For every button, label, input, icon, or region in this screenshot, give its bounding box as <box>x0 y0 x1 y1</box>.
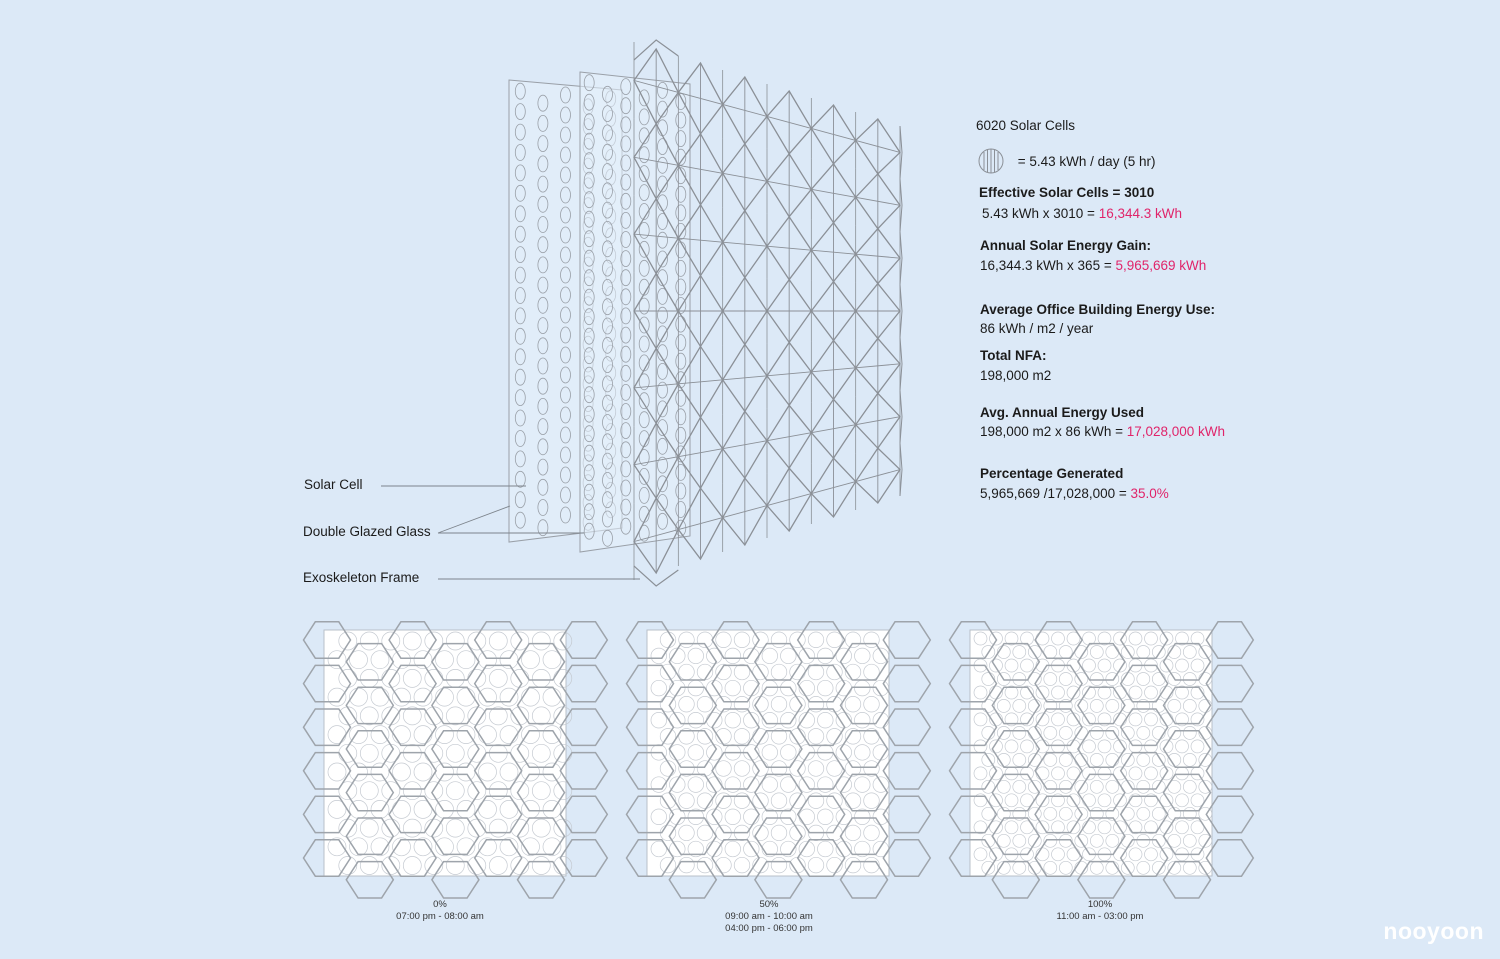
percentage-heading: Percentage Generated <box>980 466 1124 481</box>
panel-states <box>304 622 1254 898</box>
used-calc-text: 198,000 m2 x 86 kWh = <box>980 424 1127 439</box>
annual-gain-heading: Annual Solar Energy Gain: <box>980 238 1152 253</box>
energy-used-heading: Avg. Annual Energy Used <box>980 405 1145 420</box>
brand-logo: nooyoon <box>1383 918 1484 944</box>
pct-result: 35.0% <box>1130 486 1169 501</box>
annual-calc-text: 16,344.3 kWh x 365 = <box>980 258 1116 273</box>
pct-calc-text: 5,965,669 /17,028,000 = <box>980 486 1131 501</box>
percentage-calc <box>980 484 1169 503</box>
panel-0 <box>304 622 608 898</box>
caption-time: 11:00 am - 03:00 pm <box>1056 911 1144 922</box>
panel-1 <box>627 622 931 898</box>
total-nfa-value: 198,000 m2 <box>980 368 1052 383</box>
effective-cells-heading: Effective Solar Cells = 3010 <box>979 185 1155 200</box>
annual-gain-calc <box>980 256 1206 275</box>
office-use-value: 86 kWh / m2 / year <box>980 321 1094 336</box>
caption-panel-0 <box>330 899 550 923</box>
caption-panel-50 <box>659 899 879 935</box>
annual-result: 5,965,669 kWh <box>1115 258 1207 273</box>
caption-time: 09:00 am - 10:00 am <box>725 911 813 922</box>
office-use-heading: Average Office Building Energy Use: <box>980 302 1216 317</box>
effective-calc-text: 5.43 kWh x 3010 = <box>982 206 1099 221</box>
panel-2 <box>950 622 1254 898</box>
caption-time: 07:00 pm - 08:00 am <box>396 911 484 922</box>
caption-time: 04:00 pm - 06:00 pm <box>725 923 813 934</box>
leader-glass-a <box>438 506 510 533</box>
caption-percent: 50% <box>759 899 779 910</box>
label-solar-cell: Solar Cell <box>304 477 363 492</box>
effective-cells-calc <box>982 204 1182 223</box>
energy-used-calc <box>980 422 1225 441</box>
cell-rate-row <box>978 147 1155 175</box>
caption-panel-100 <box>990 899 1210 923</box>
label-exoskeleton-frame: Exoskeleton Frame <box>303 570 420 585</box>
label-double-glazed-glass: Double Glazed Glass <box>303 524 431 539</box>
effective-result: 16,344.3 kWh <box>1098 206 1183 221</box>
solar-cells-title: 6020 Solar Cells <box>976 118 1076 133</box>
caption-percent: 100% <box>1087 899 1113 910</box>
exploded-facade-view <box>509 40 902 586</box>
cell-rate: = 5.43 kWh / day (5 hr) <box>1017 153 1156 169</box>
solar-cell-icon <box>978 147 1006 175</box>
used-result: 17,028,000 kWh <box>1126 424 1226 439</box>
caption-percent: 0% <box>433 899 447 910</box>
total-nfa-heading: Total NFA: <box>980 348 1047 363</box>
